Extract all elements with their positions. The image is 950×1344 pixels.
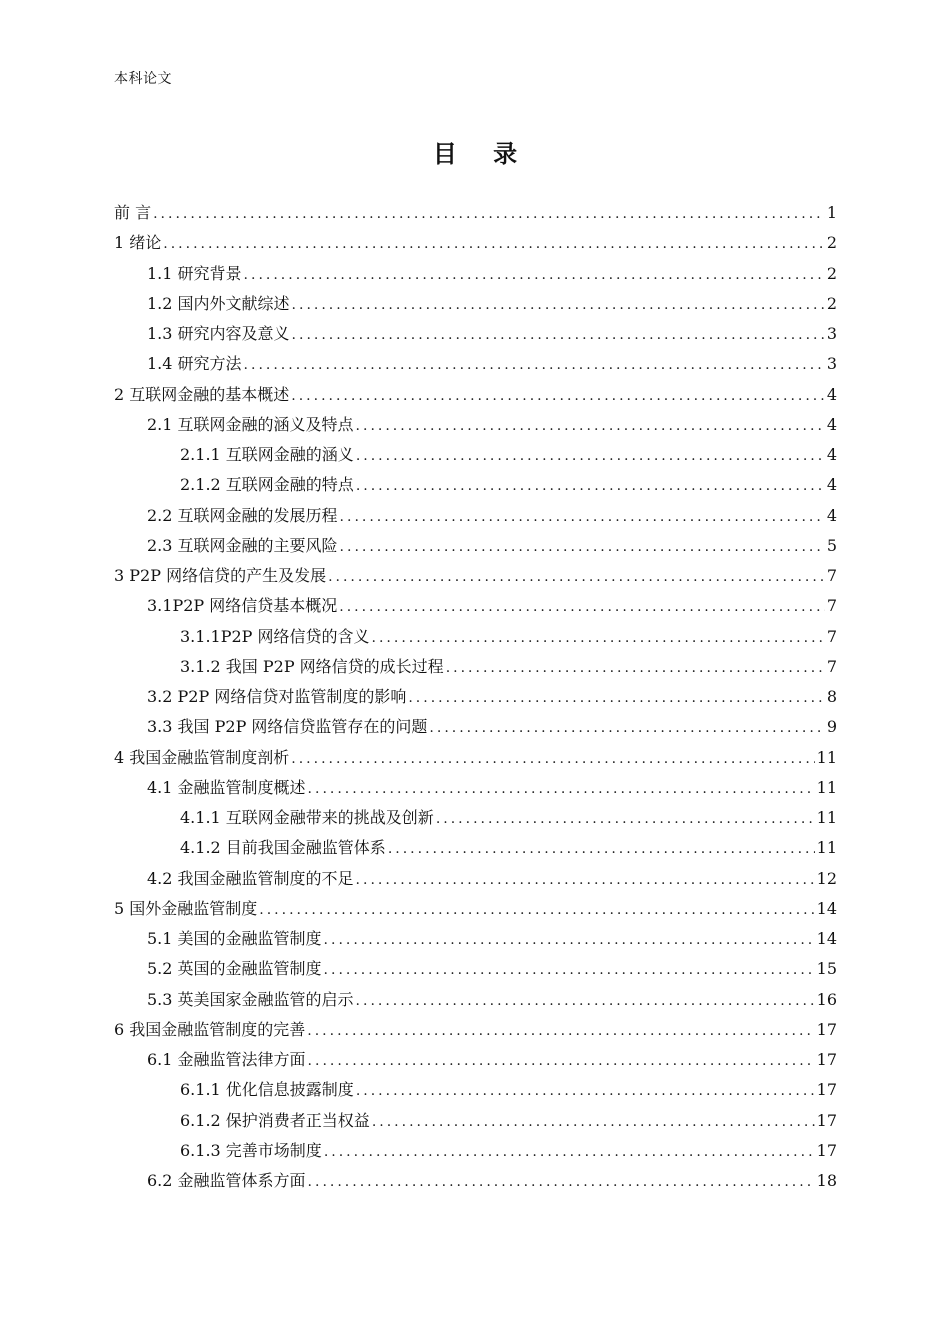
toc-dot-leader bbox=[388, 834, 815, 864]
toc-entry-title: 6.2 金融监管体系方面 bbox=[147, 1171, 306, 1190]
toc-entry-title: 5 国外金融监管制度 bbox=[114, 898, 258, 918]
toc-dot-leader bbox=[324, 1137, 815, 1167]
page-title: 目 录 bbox=[432, 140, 532, 168]
toc-entry[interactable] bbox=[114, 985, 837, 1015]
toc-page-number: 7 bbox=[826, 566, 837, 585]
toc-entry[interactable] bbox=[114, 531, 837, 561]
toc-entry-title: 2.3 互联网金融的主要风险 bbox=[147, 535, 338, 555]
toc-dot-leader bbox=[356, 1076, 815, 1106]
toc-entry-title: 5.2 英国的金融监管制度 bbox=[147, 959, 322, 979]
toc-dot-leader bbox=[356, 986, 815, 1016]
toc-dot-leader bbox=[340, 532, 825, 562]
toc-entry[interactable] bbox=[114, 682, 837, 712]
toc-entry-title: 6.1.2 保护消费者正当权益 bbox=[180, 1110, 370, 1130]
toc-entry[interactable] bbox=[114, 1015, 837, 1045]
toc-page-number: 4 bbox=[826, 445, 837, 464]
toc-entry[interactable] bbox=[114, 410, 837, 440]
toc-entry-title: 6.1 金融监管法律方面 bbox=[147, 1050, 306, 1069]
table-of-contents bbox=[114, 198, 837, 1196]
toc-entry[interactable] bbox=[114, 591, 837, 621]
toc-entry[interactable] bbox=[114, 561, 837, 591]
toc-dot-leader bbox=[372, 623, 825, 653]
toc-page-number: 4 bbox=[826, 414, 837, 434]
toc-dot-leader bbox=[340, 502, 825, 532]
toc-entry-title: 4.1.1 互联网金融带来的挑战及创新 bbox=[180, 808, 434, 827]
toc-entry-title: 2 互联网金融的基本概述 bbox=[114, 384, 290, 404]
toc-entry[interactable] bbox=[114, 289, 837, 319]
toc-entry[interactable] bbox=[114, 803, 837, 833]
toc-entry[interactable] bbox=[114, 712, 837, 742]
toc-page-number: 14 bbox=[816, 929, 837, 948]
toc-entry-title: 4 我国金融监管制度剖析 bbox=[114, 747, 290, 767]
toc-page-number: 8 bbox=[826, 687, 837, 706]
toc-dot-leader bbox=[244, 260, 825, 290]
toc-dot-leader bbox=[436, 804, 815, 834]
toc-dot-leader bbox=[324, 955, 815, 985]
toc-entry[interactable] bbox=[114, 470, 837, 500]
toc-page-number: 12 bbox=[816, 868, 837, 888]
toc-entry[interactable] bbox=[114, 773, 837, 803]
toc-entry-title: 1.1 研究背景 bbox=[147, 263, 242, 283]
toc-entry[interactable] bbox=[114, 501, 837, 531]
toc-dot-leader bbox=[324, 925, 815, 955]
toc-entry-title: 前 言 bbox=[114, 203, 152, 222]
toc-page-number: 3 bbox=[826, 354, 837, 374]
toc-page-number: 2 bbox=[826, 293, 837, 313]
toc-dot-leader bbox=[308, 1167, 815, 1197]
toc-dot-leader bbox=[291, 381, 825, 411]
toc-page-number: 4 bbox=[826, 505, 837, 525]
toc-dot-leader bbox=[292, 290, 825, 320]
toc-page-number: 11 bbox=[816, 838, 837, 858]
toc-dot-leader bbox=[356, 865, 815, 895]
toc-entry-title: 3.2 P2P 网络信贷对监管制度的影响 bbox=[147, 687, 407, 706]
toc-dot-leader bbox=[356, 471, 825, 501]
toc-entry-title: 3.1P2P 网络信贷基本概况 bbox=[147, 596, 338, 616]
toc-dot-leader bbox=[153, 199, 825, 229]
toc-page-number: 2 bbox=[826, 233, 837, 253]
toc-entry-title: 2.1.2 互联网金融的特点 bbox=[180, 475, 354, 495]
toc-entry[interactable] bbox=[114, 924, 837, 954]
toc-entry[interactable] bbox=[114, 198, 837, 228]
toc-entry-title: 3 P2P 网络信贷的产生及发展 bbox=[114, 566, 327, 585]
toc-entry[interactable] bbox=[114, 228, 837, 258]
toc-entry[interactable] bbox=[114, 259, 837, 289]
toc-entry[interactable] bbox=[114, 440, 837, 470]
toc-entry-title: 6.1.1 优化信息披露制度 bbox=[180, 1080, 354, 1100]
toc-page-number: 17 bbox=[816, 1140, 837, 1160]
toc-entry-title: 1.4 研究方法 bbox=[147, 354, 242, 374]
toc-page-number: 4 bbox=[826, 475, 837, 495]
toc-dot-leader bbox=[339, 592, 825, 622]
toc-page-number: 18 bbox=[816, 1171, 837, 1190]
toc-dot-leader bbox=[429, 713, 824, 743]
toc-entry-title: 2.1.1 互联网金融的涵义 bbox=[180, 445, 354, 464]
toc-entry[interactable] bbox=[114, 1166, 837, 1196]
toc-dot-leader bbox=[291, 744, 814, 774]
toc-dot-leader bbox=[244, 350, 825, 380]
toc-entry[interactable] bbox=[114, 1106, 837, 1136]
toc-dot-leader bbox=[328, 562, 825, 592]
toc-page-number: 7 bbox=[826, 656, 837, 676]
toc-entry[interactable] bbox=[114, 349, 837, 379]
toc-entry[interactable] bbox=[114, 652, 837, 682]
toc-dot-leader bbox=[163, 229, 825, 259]
toc-entry-title: 2.2 互联网金融的发展历程 bbox=[147, 505, 338, 525]
toc-entry-title: 3.1.2 我国 P2P 网络信贷的成长过程 bbox=[180, 656, 444, 676]
toc-page-number: 11 bbox=[816, 808, 837, 827]
toc-entry-title: 4.1.2 目前我国金融监管体系 bbox=[180, 838, 386, 858]
toc-dot-leader bbox=[308, 1046, 815, 1076]
toc-page-number: 16 bbox=[816, 989, 837, 1009]
toc-page-number: 1 bbox=[826, 203, 837, 222]
toc-entry-title: 2.1 互联网金融的涵义及特点 bbox=[147, 414, 354, 434]
toc-entry[interactable] bbox=[114, 864, 837, 894]
toc-entry[interactable] bbox=[114, 833, 837, 863]
toc-entry-title: 6.1.3 完善市场制度 bbox=[180, 1140, 322, 1160]
toc-page-number: 7 bbox=[826, 626, 837, 646]
toc-dot-leader bbox=[446, 653, 825, 683]
toc-page-number: 11 bbox=[816, 747, 837, 767]
toc-entry[interactable] bbox=[114, 894, 837, 924]
toc-entry-title: 3.3 我国 P2P 网络信贷监管存在的问题 bbox=[147, 717, 428, 737]
toc-entry[interactable] bbox=[114, 380, 837, 410]
toc-entry-title: 4.2 我国金融监管制度的不足 bbox=[147, 868, 354, 888]
toc-page-number: 17 bbox=[816, 1050, 837, 1069]
toc-dot-leader bbox=[408, 683, 824, 713]
toc-dot-leader bbox=[307, 1016, 814, 1046]
toc-page-number: 3 bbox=[826, 324, 837, 343]
page-header: 本科论文 bbox=[114, 71, 172, 87]
toc-page-number: 17 bbox=[816, 1080, 837, 1100]
toc-entry[interactable] bbox=[114, 1136, 837, 1166]
toc-page-number: 2 bbox=[826, 263, 837, 283]
toc-page-number: 5 bbox=[826, 535, 837, 555]
toc-dot-leader bbox=[259, 895, 814, 925]
toc-entry[interactable] bbox=[114, 954, 837, 984]
toc-entry[interactable] bbox=[114, 622, 837, 652]
toc-page-number: 9 bbox=[826, 717, 837, 737]
toc-entry-title: 5.3 英美国家金融监管的启示 bbox=[147, 989, 354, 1009]
toc-entry-title: 4.1 金融监管制度概述 bbox=[147, 777, 306, 797]
toc-entry-title: 1.2 国内外文献综述 bbox=[147, 293, 290, 313]
toc-page-number: 15 bbox=[816, 959, 837, 979]
toc-page-number: 17 bbox=[816, 1110, 837, 1130]
toc-entry[interactable] bbox=[114, 743, 837, 773]
toc-page-number: 4 bbox=[826, 384, 837, 404]
toc-page-number: 17 bbox=[816, 1019, 837, 1039]
toc-entry-title: 1.3 研究内容及意义 bbox=[147, 324, 290, 343]
toc-dot-leader bbox=[356, 411, 825, 441]
toc-entry[interactable] bbox=[114, 1045, 837, 1075]
toc-entry-title: 5.1 美国的金融监管制度 bbox=[147, 929, 322, 948]
toc-dot-leader bbox=[356, 441, 825, 471]
toc-page-number: 7 bbox=[826, 596, 837, 616]
toc-entry[interactable] bbox=[114, 1075, 837, 1105]
toc-dot-leader bbox=[292, 320, 825, 350]
toc-page-number: 14 bbox=[816, 898, 837, 918]
toc-page-number: 11 bbox=[816, 777, 837, 797]
toc-entry-title: 6 我国金融监管制度的完善 bbox=[114, 1019, 306, 1039]
toc-entry-title: 1 绪论 bbox=[114, 233, 162, 253]
toc-dot-leader bbox=[372, 1107, 815, 1137]
toc-entry[interactable] bbox=[114, 319, 837, 349]
toc-entry-title: 3.1.1P2P 网络信贷的含义 bbox=[180, 626, 370, 646]
toc-dot-leader bbox=[308, 774, 815, 804]
